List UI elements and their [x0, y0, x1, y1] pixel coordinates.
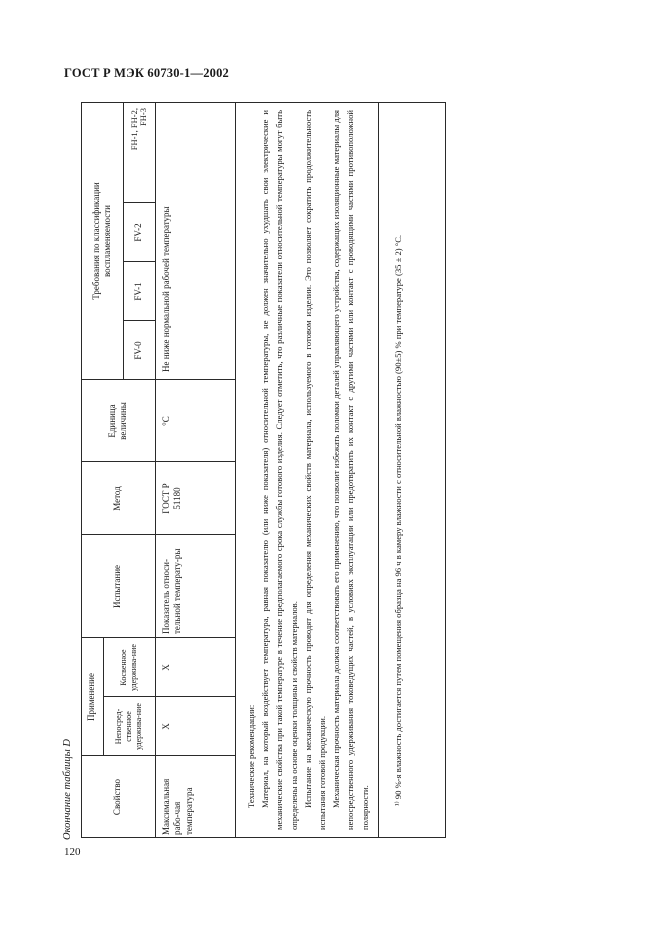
notes-paragraph-2: Испытание на механическую прочность проводят для определения механических свойств материала, используемого в готовом изделии. Это позволяет сократить продолжительность испытания готовой продукции.	[302, 110, 328, 830]
row-bottom-rule	[235, 102, 236, 838]
row-indirect-mark: X	[161, 664, 171, 671]
notes-bottom-rule	[378, 102, 379, 838]
header-unit: Единица величины	[106, 402, 128, 440]
document-header: ГОСТ Р МЭК 60730-1—2002	[64, 66, 229, 80]
row-direct-mark: X	[161, 723, 171, 730]
header-fv1: FV-1	[133, 282, 144, 301]
header-fv2: FV-2	[133, 223, 144, 242]
row-test: Показатель относи-тельной температу-ры	[161, 548, 183, 634]
header-property: Свойство	[112, 778, 123, 816]
notes-paragraph-3: Механическая прочность материала должна соответствовать его применению, что позволит избежать поломки деталей управляющего устройства, содержащих изоляционные материалы для непосредственного удерживания токоведущих частей, в условиях эксплуатации или предотвратить их контакт с другими частями или контакт с проводящими частями противоположной полярности.	[331, 110, 370, 830]
footnote	[391, 112, 405, 828]
footnote-text: ¹⁾ 90 %-я влажность достигается путем помещения образца на 96 ч в камеру влажности с относительной влажностью (90±5) % при температуре (35 ± 2) °С.	[393, 234, 403, 806]
header-flammability-requirements: Требования по классификации воспламеняемости	[90, 182, 112, 300]
header-test: Испытание	[112, 564, 123, 609]
header-direct-retention: Непосред-ственное удержива-ние	[114, 703, 143, 750]
header-fh: FH-1, FH-2, FH-3	[128, 108, 148, 151]
header-method: Метод	[112, 486, 123, 511]
table-continuation-caption: Окончание таблицы D	[62, 739, 73, 840]
row-method: ГОСТ Р 51180	[161, 483, 183, 514]
notes-paragraph-1: Материал, на который воздействует температура, равная показателю (или ниже показателя) относительной температуры, не должен значительно ухудшать свои электрические и механические свойства при такой температуре в течение предполагаемого срока службы готового изделия. Следует отметить, что различные показатели относительной температуры могут быть определены на основе оценки толщины и свойств материалов.	[260, 110, 299, 830]
rotated-table	[81, 100, 446, 838]
page-number: 120	[64, 846, 81, 858]
technical-recommendations	[244, 110, 372, 830]
row-property: Максимальная рабо-чая температура	[161, 778, 194, 835]
notes-heading: Технические рекомендации:	[246, 704, 256, 808]
header-application: Применение	[86, 673, 97, 721]
row-unit: °С	[161, 416, 171, 426]
header-indirect-retention: Косвенное удержива-ние	[119, 644, 138, 691]
row-requirement: Не ниже нормальной рабочей температуры	[161, 206, 171, 372]
header-fv0: FV-0	[133, 341, 144, 360]
